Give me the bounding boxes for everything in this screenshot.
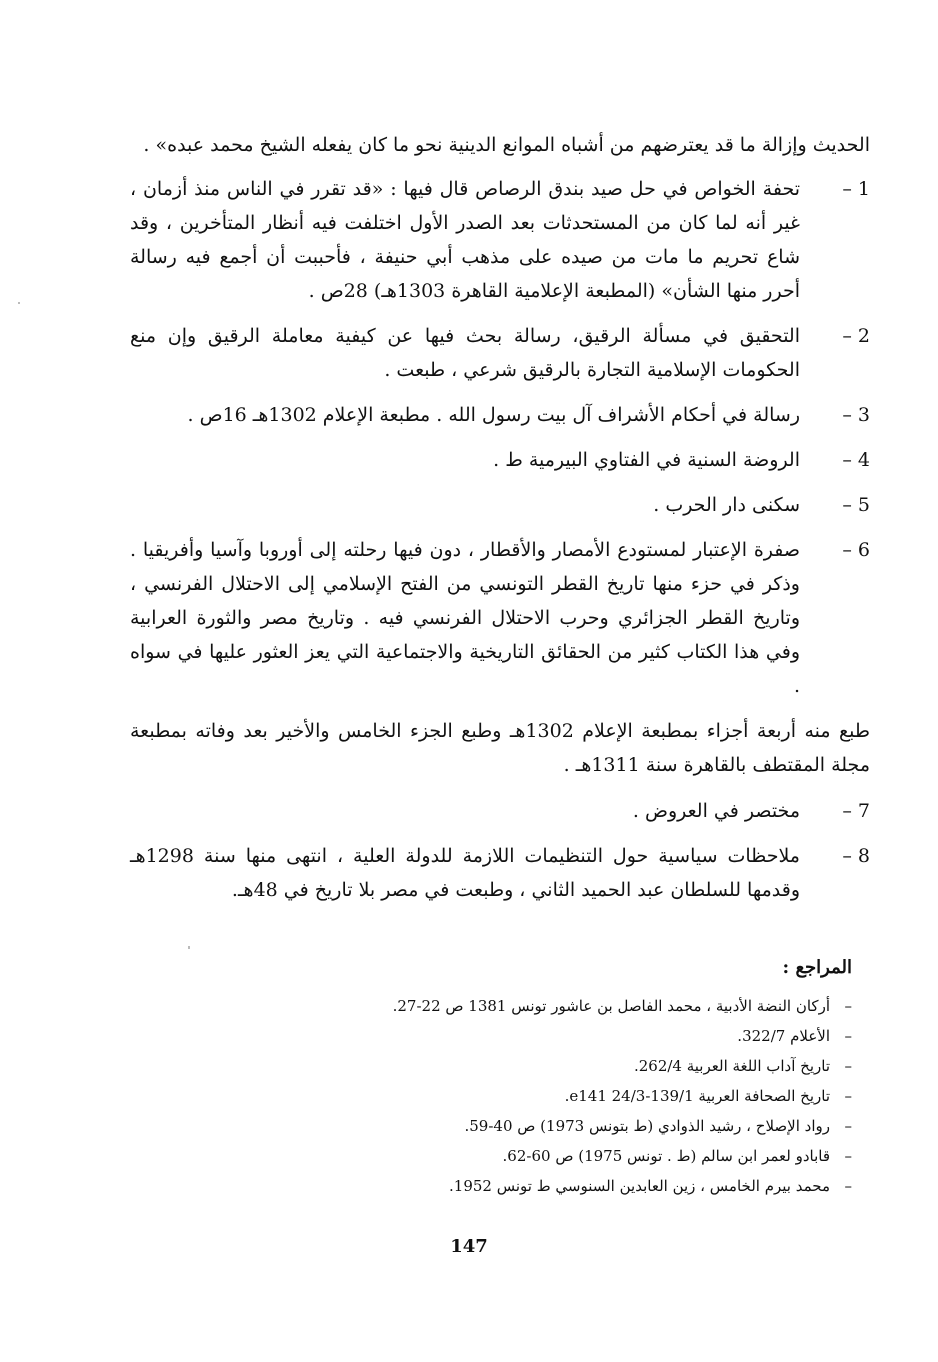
list-item-text: رسالة في أحكام الأشراف آل بيت رسول الله . مطبعة الإعلام 1302هـ 16ص . [187,404,800,426]
list-item-3 [130,398,870,432]
list-item-1 [130,172,870,308]
list-item-text: تحفة الخواص في حل صيد بندق الرصاص قال فيها : «قد تقرر في الناس منذ أزمان ، غير أنه لما كان من المستحدثات بعد الصدر الأول اختلفت فيه أنظار المتأخرين ، وقد شاع تحريم ما مات من صيده على مذهب أبي حنيفة ، فأحببت أن أجمع فيه رسالة أحرر منها الشأن» (المطبعة الإعلامية القاهرة 1303هـ) 28ص . [130,178,800,302]
list-item-number: 1 – [842,178,870,200]
reference-item [130,1051,852,1081]
reference-item [130,1081,852,1111]
intro-paragraph: الحديث وإزالة ما قد يعترضهم من أشباه الموانع الدينية نحو ما كان يفعله الشيخ محمد عبده» . [143,134,870,156]
page-body [130,130,870,1201]
list-item-number: 6 – [842,539,870,561]
list-item-number: 4 – [842,449,870,471]
reference-dash: – [844,1057,852,1075]
works-list-top [130,172,870,703]
page-number: 147 [450,1236,488,1257]
list-item-2 [130,319,870,387]
reference-dash: – [844,1117,852,1135]
list-item-text: صفرة الإعتبار لمستودع الأمصار والأقطار ، دون فيها رحلته إلى أوروبا وآسيا وأفريقيا . وذكر في حزء منها تاريخ القطر التونسي من الفتح الإسلامي إلى الاحتلال الفرنسي ، وتاريخ القطر الجزائري وحرب الاحتلال الفرنسي فيه . وتاريخ مصر والثورة العرابية وفي هذا الكتاب كثير من الحقائق التاريخية والاجتماعية التي يعز العثور عليها في سواه . [130,539,800,697]
list-item-text: الروضة السنية في الفتاوي البيرمية ط . [493,449,800,471]
reference-dash: – [844,1087,852,1105]
list-item-5 [130,488,870,522]
scan-speck [18,302,20,304]
reference-text: تاريخ الصحافة العربية 139/1-e141 24/3. [564,1087,830,1105]
list-item-text: التحقيق في مسألة الرقيق، رسالة بحث فيها عن كيفية معاملة الرقيق وإن منع الحكومات الإسلامية التجارة بالرقيق شرعي ، طبعت . [130,325,800,381]
list-item-6 [130,533,870,703]
reference-text: الأعلام 322/7. [737,1027,830,1045]
list-item-4 [130,443,870,477]
references-title: المراجع : [782,957,852,978]
reference-item [130,1141,852,1171]
reference-item [130,1171,852,1201]
list-item-text: سكنى دار الحرب . [653,494,800,516]
scan-speck [188,946,190,949]
reference-item [130,1111,852,1141]
reference-dash: – [844,1177,852,1195]
list-item-number: 2 – [842,325,870,347]
list-item-text: ملاحظات سياسية حول التنظيمات اللازمة للدولة العلية ، انتهى منها سنة 1298هـ وقدمها للسلطان عبد الحميد الثاني ، وطبعت في مصر بلا تاريخ في 48هـ. [130,845,800,901]
list-item-number: 7 – [842,800,870,822]
works-list-bottom [130,794,870,907]
reference-text: تاريخ آداب اللغة العربية 262/4. [633,1057,830,1075]
reference-item [130,1021,852,1051]
list-item-8 [130,839,870,907]
reference-text: قابادو لعمر ابن سالم (ط . تونس 1975) ص 60-62. [502,1147,830,1165]
references-section [130,953,870,1201]
reference-text: أركان النضة الأدبية ، محمد الفاصل بن عاشور تونس 1381 ص 22-27. [392,997,830,1015]
printing-note-paragraph: طبع منه أربعة أجزاء بمطبعة الإعلام 1302هـ وطبع الجزء الخامس والأخير بعد وفاته بمطبعة مجلة المقتطف بالقاهرة سنة 1311هـ . [130,720,870,776]
reference-dash: – [844,997,852,1015]
list-item-number: 3 – [842,404,870,426]
reference-text: محمد بيرم الخامس ، زين العابدين السنوسي ط تونس 1952. [449,1177,830,1195]
reference-text: رواد الإصلاح ، رشيد الذوادي (ط بتونس 1973) ص 40-59. [464,1117,830,1135]
list-item-number: 5 – [842,494,870,516]
list-item-text: مختصر في العروض . [632,800,800,822]
list-item-7 [130,794,870,828]
reference-dash: – [844,1147,852,1165]
list-item-number: 8 – [842,845,870,867]
reference-dash: – [844,1027,852,1045]
reference-item [130,991,852,1021]
